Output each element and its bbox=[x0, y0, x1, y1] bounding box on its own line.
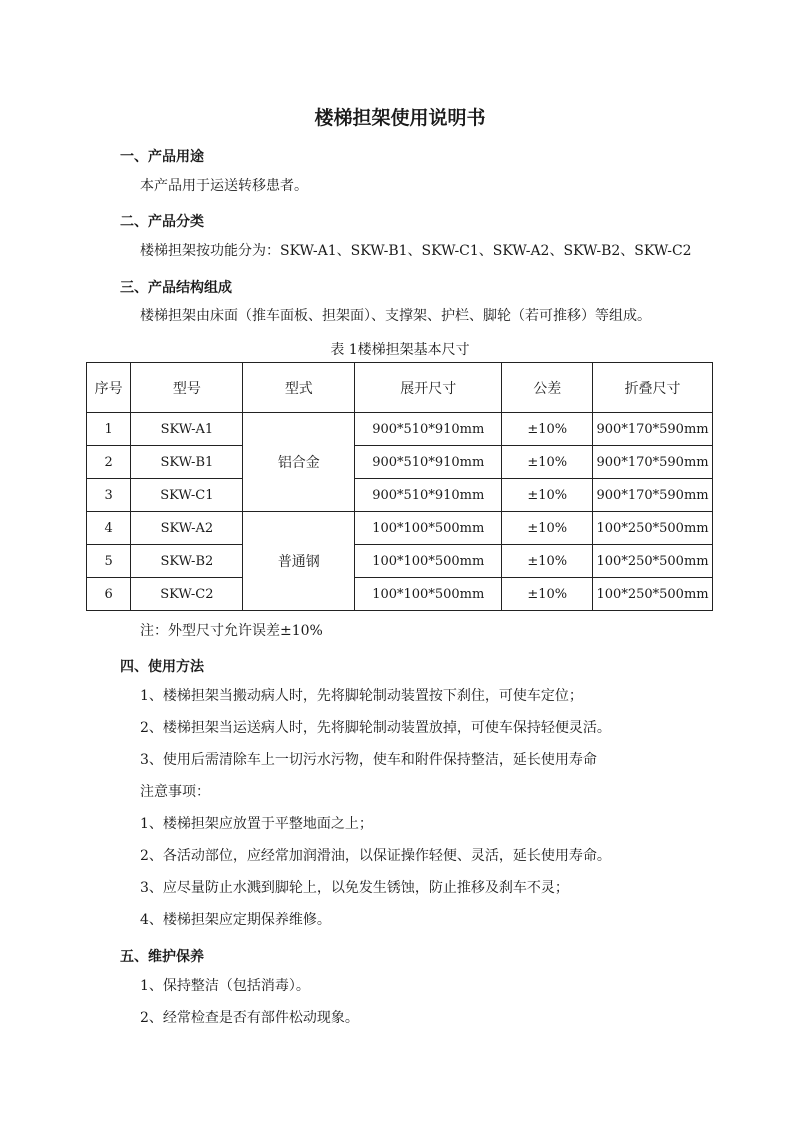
cell-fold: 900*170*590mm bbox=[593, 446, 713, 479]
cell-model: SKW-C1 bbox=[131, 479, 243, 512]
maintenance-item: 1、保持整洁（包括消毒）。 bbox=[140, 978, 310, 994]
table-row bbox=[87, 479, 713, 512]
method-item: 1、楼梯担架当搬动病人时，先将脚轮制动装置按下刹住，可使车定位； bbox=[140, 688, 583, 704]
cell-model: SKW-C2 bbox=[131, 578, 243, 611]
table-header-row bbox=[87, 363, 713, 413]
cell-fold: 900*170*590mm bbox=[593, 479, 713, 512]
notice-item: 1、楼梯担架应放置于平整地面之上； bbox=[140, 816, 373, 832]
cell-unfold: 100*100*500mm bbox=[355, 512, 502, 545]
cell-unfold: 100*100*500mm bbox=[355, 545, 502, 578]
header-fold-size: 折叠尺寸 bbox=[593, 363, 713, 413]
cell-no: 1 bbox=[87, 413, 131, 446]
size-table bbox=[86, 362, 713, 611]
document-title: 楼梯担架使用说明书 bbox=[314, 107, 486, 129]
header-type: 型式 bbox=[243, 363, 355, 413]
cell-unfold: 900*510*910mm bbox=[355, 446, 502, 479]
header-unfold-size: 展开尺寸 bbox=[355, 363, 502, 413]
cell-tolerance: ±10% bbox=[502, 545, 593, 578]
cell-unfold: 900*510*910mm bbox=[355, 413, 502, 446]
section-heading-maintenance: 五、维护保养 bbox=[120, 949, 204, 965]
notice-item: 3、应尽量防止水溅到脚轮上，以免发生锈蚀，防止推移及刹车不灵； bbox=[140, 880, 569, 896]
cell-unfold: 100*100*500mm bbox=[355, 578, 502, 611]
header-tolerance: 公差 bbox=[502, 363, 593, 413]
method-item: 3、使用后需清除车上一切污水污物，使车和附件保持整洁，延长使用寿命 bbox=[140, 752, 597, 768]
maintenance-item: 2、经常检查是否有部件松动现象。 bbox=[140, 1010, 359, 1026]
cell-type-group: 普通钢 bbox=[243, 512, 355, 611]
cell-fold: 100*250*500mm bbox=[593, 545, 713, 578]
table-row bbox=[87, 578, 713, 611]
cell-tolerance: ±10% bbox=[502, 479, 593, 512]
cell-type-group: 铝合金 bbox=[243, 413, 355, 512]
cell-no: 4 bbox=[87, 512, 131, 545]
cell-fold: 100*250*500mm bbox=[593, 578, 713, 611]
cell-tolerance: ±10% bbox=[502, 512, 593, 545]
notice-item: 2、各活动部位，应经常加润滑油，以保证操作轻便、灵活，延长使用寿命。 bbox=[140, 848, 611, 864]
table-row bbox=[87, 512, 713, 545]
cell-tolerance: ±10% bbox=[502, 446, 593, 479]
notice-item: 4、楼梯担架应定期保养维修。 bbox=[140, 912, 331, 928]
cell-unfold: 900*510*910mm bbox=[355, 479, 502, 512]
cell-no: 3 bbox=[87, 479, 131, 512]
cell-model: SKW-B2 bbox=[131, 545, 243, 578]
cell-no: 5 bbox=[87, 545, 131, 578]
table-row bbox=[87, 446, 713, 479]
table-caption: 表 1楼梯担架基本尺寸 bbox=[330, 342, 470, 358]
cell-no: 2 bbox=[87, 446, 131, 479]
cell-tolerance: ±10% bbox=[502, 578, 593, 611]
header-no: 序号 bbox=[87, 363, 131, 413]
section-heading-structure: 三、产品结构组成 bbox=[120, 280, 232, 296]
table-row bbox=[87, 545, 713, 578]
cell-fold: 900*170*590mm bbox=[593, 413, 713, 446]
section-text-classification: 楼梯担架按功能分为：SKW-A1、SKW-B1、SKW-C1、SKW-A2、SKW-B2、SKW-C2 bbox=[140, 243, 692, 259]
table-row bbox=[87, 413, 713, 446]
section-text-structure: 楼梯担架由床面（推车面板、担架面）、支撑架、护栏、脚轮（若可推移）等组成。 bbox=[140, 308, 651, 324]
method-item: 2、楼梯担架当运送病人时，先将脚轮制动装置放掉，可使车保持轻便灵活。 bbox=[140, 720, 611, 736]
section-heading-classification: 二、产品分类 bbox=[120, 214, 204, 230]
section-heading-method: 四、使用方法 bbox=[120, 659, 204, 675]
cell-fold: 100*250*500mm bbox=[593, 512, 713, 545]
cell-model: SKW-A2 bbox=[131, 512, 243, 545]
cell-tolerance: ±10% bbox=[502, 413, 593, 446]
cell-no: 6 bbox=[87, 578, 131, 611]
header-model: 型号 bbox=[131, 363, 243, 413]
section-text-usage: 本产品用于运送转移患者。 bbox=[140, 178, 308, 194]
notice-title: 注意事项： bbox=[140, 784, 210, 800]
table-note: 注：外型尺寸允许误差±10% bbox=[140, 623, 323, 639]
cell-model: SKW-A1 bbox=[131, 413, 243, 446]
cell-model: SKW-B1 bbox=[131, 446, 243, 479]
section-heading-usage: 一、产品用途 bbox=[120, 149, 204, 165]
